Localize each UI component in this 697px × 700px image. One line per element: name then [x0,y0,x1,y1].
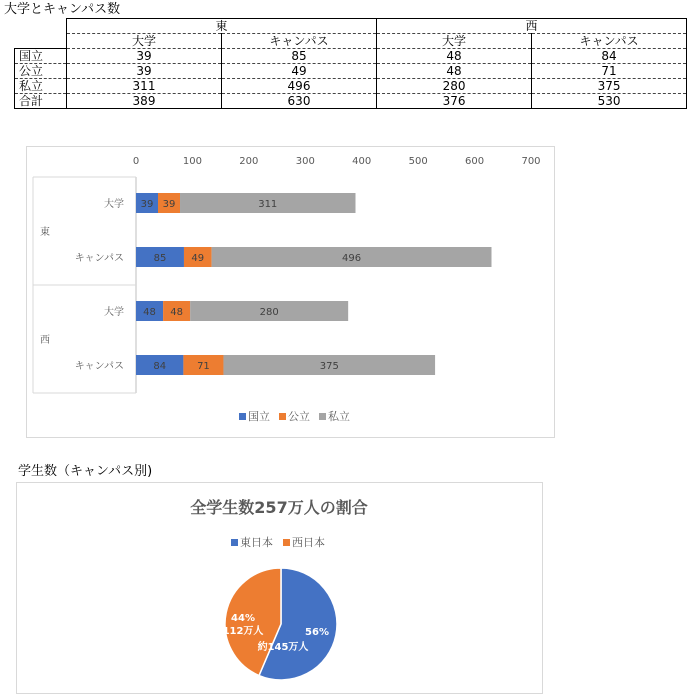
pie-chart-canvas [17,483,542,693]
table-cell: 48 [377,64,532,79]
bar-chart-canvas [27,147,554,437]
university-table [14,18,687,109]
table-cell: 71 [532,64,687,79]
table-row [15,64,687,79]
category-label: 大学 [104,199,124,210]
table-title: 大学とキャンパス数 [4,2,121,17]
category-label: キャンパス [74,253,124,264]
x-tick-label: 100 [182,156,202,167]
data-label: 48 [170,307,183,318]
subheader: 大学 [377,34,532,49]
legend-label: 東日本 [240,536,273,549]
table-cell: 49 [222,64,377,79]
group-label: 東 [40,227,50,238]
legend-swatch [283,539,290,546]
data-label: 39 [162,199,176,210]
table-cell: 375 [532,79,687,94]
x-tick-label: 400 [352,156,372,167]
row-label: 私立 [15,79,67,94]
x-tick-label: 200 [239,156,259,167]
subheader: 大学 [67,34,222,49]
table-cell: 496 [222,79,377,94]
table-cell: 39 [67,64,222,79]
data-label: 84 [153,361,167,372]
legend-swatch [239,413,246,420]
legend-label: 西日本 [292,536,325,549]
row-label: 合計 [15,94,67,109]
data-label: 39 [140,199,154,210]
x-tick-label: 0 [132,156,140,167]
subheader: キャンパス [222,34,377,49]
data-label: 375 [319,361,339,372]
table-cell: 311 [67,79,222,94]
category-label: キャンパス [74,361,124,372]
pie-section-title: 学生数（キャンパス別) [18,464,153,479]
table-cell: 85 [222,49,377,64]
data-label: 49 [191,253,205,264]
data-label: 48 [143,307,156,318]
category-label: 大学 [104,307,124,318]
table-cell: 48 [377,49,532,64]
data-label: 280 [259,307,279,318]
table-cell: 389 [67,94,222,109]
data-label: 85 [153,253,167,264]
group-header-west: 西 [377,19,687,34]
table-cell: 530 [532,94,687,109]
pie-chart [16,482,543,694]
legend-swatch [231,539,238,546]
legend-label: 公立 [288,410,310,423]
data-label: 496 [342,253,362,264]
table-cell: 630 [222,94,377,109]
table-row [15,79,687,94]
pie-amount-label: 約145万人 [257,642,309,653]
table-row [15,49,687,64]
row-label: 国立 [15,49,67,64]
group-header-east: 東 [67,19,377,34]
table-cell: 280 [377,79,532,94]
legend-swatch [319,413,326,420]
subheader: キャンパス [532,34,687,49]
pie-amount-label: 112万人 [222,626,264,637]
row-label: 公立 [15,64,67,79]
pie-percent-label: 56% [305,627,329,638]
table-row-total [15,94,687,109]
stacked-bar-chart [26,146,555,438]
pie-percent-label: 44% [231,613,255,624]
legend-label: 国立 [248,410,270,423]
x-tick-label: 700 [521,156,541,167]
x-tick-label: 300 [295,156,315,167]
x-tick-label: 500 [408,156,428,167]
data-label: 311 [258,199,278,210]
x-tick-label: 600 [465,156,485,167]
table-cell: 376 [377,94,532,109]
legend-label: 私立 [328,410,350,423]
chart-title: 全学生数257万人の割合 [190,498,368,517]
data-label: 71 [197,361,210,372]
table-cell: 39 [67,49,222,64]
legend-swatch [279,413,286,420]
table-cell: 84 [532,49,687,64]
group-label: 西 [40,335,50,346]
